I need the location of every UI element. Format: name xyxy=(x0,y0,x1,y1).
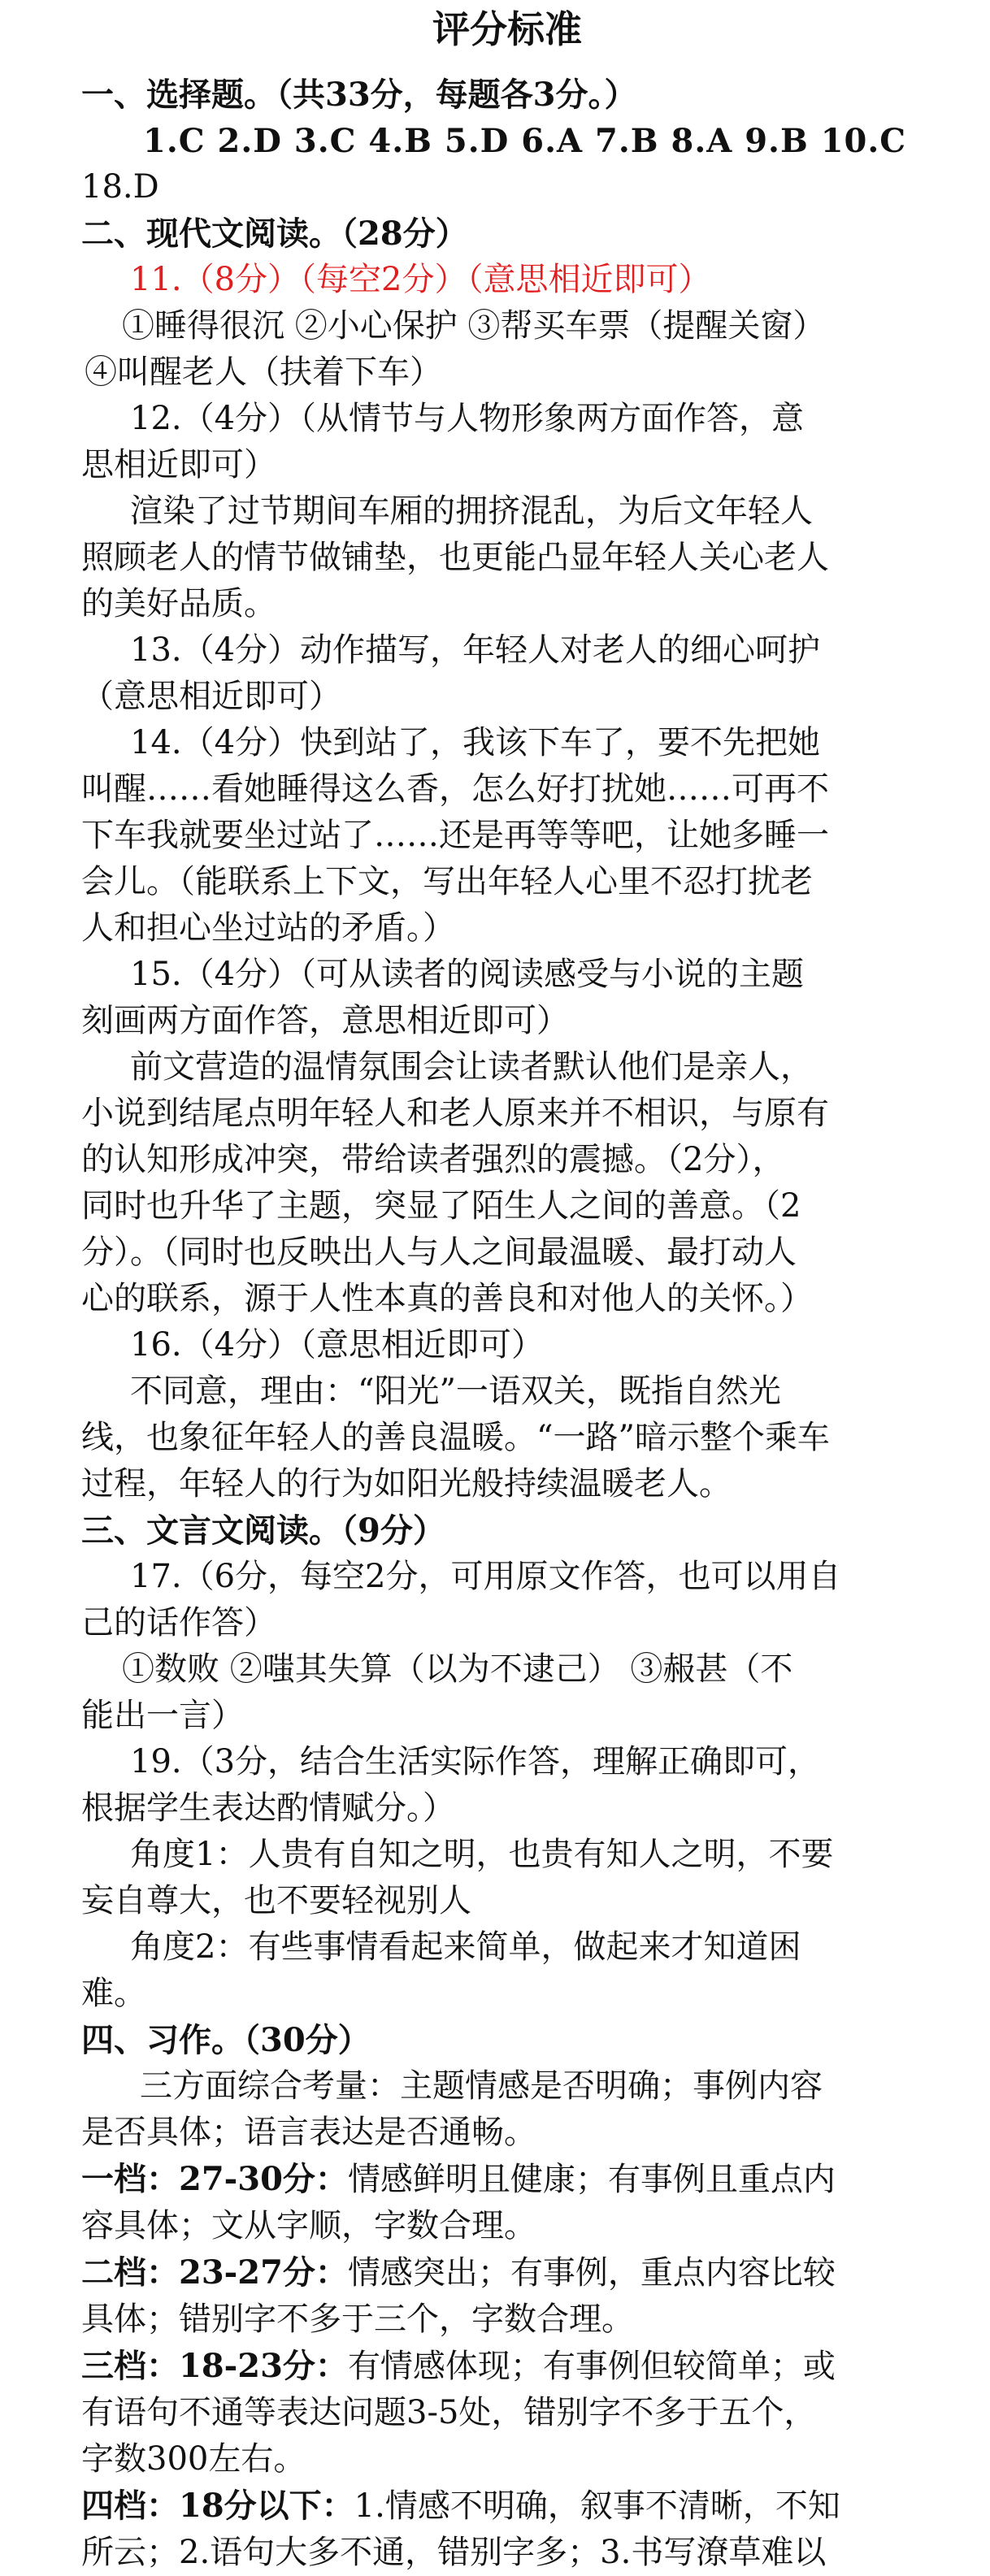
q12-answer-line: 照顾老人的情节做铺垫，也更能凸显年轻人关心老人 xyxy=(81,539,829,576)
q15-answer-line: 同时也升华了主题，突显了陌生人之间的善意。（2 xyxy=(81,1187,801,1225)
q19-answer-line: 妄自尊大，也不要轻视别人 xyxy=(81,1882,471,1919)
choice-answers-cont: 18.D xyxy=(81,168,159,206)
grade-1-line-cont: 容具体；文从字顺，字数合理。 xyxy=(81,2207,536,2244)
q16-answer-line: 过程，年轻人的行为如阳光般持续温暖老人。 xyxy=(81,1465,732,1503)
q11-answer-line: ④叫醒老人（扶着下车） xyxy=(85,353,442,391)
q14-answer-line: 叫醒……看她睡得这么香，怎么好打扰她……可再不 xyxy=(81,770,829,808)
q17-header: 17.（6分，每空2分，可用原文作答，也可以用自 xyxy=(130,1558,841,1595)
grade-3-line xyxy=(81,2343,933,2390)
choice-answers: 1.C 2.D 3.C 4.B 5.D 6.A 7.B 8.A 9.B 10.C xyxy=(143,122,907,160)
q12-answer-line: 渲染了过节期间车厢的拥挤混乱，为后文年轻人 xyxy=(130,492,813,530)
grade-3-label: 三档：18-23分： xyxy=(81,2347,348,2385)
grade-4-line-cont: 所云；2.语句大多不通，错别字多；3.书写潦草难以 xyxy=(81,2534,827,2571)
writing-intro-line: 三方面综合考量：主题情感是否明确；事例内容 xyxy=(140,2067,823,2105)
q11-answer-line: ①睡得很沉 ②小心保护 ③帮买车票（提醒关窗） xyxy=(122,307,826,345)
q17-answer-line: 能出一言） xyxy=(81,1697,244,1734)
q15-answer-line: 前文营造的温情氛围会让读者默认他们是亲人， xyxy=(130,1048,813,1086)
grade-3-line-cont: 字数300左右。 xyxy=(81,2440,306,2478)
grade-4-text: 1.情感不明确，叙事不清晰，不知 xyxy=(354,2487,840,2525)
q13-header: 13.（4分）动作描写，年轻人对老人的细心呵护 xyxy=(130,631,821,669)
grade-1-label: 一档：27-30分： xyxy=(81,2160,348,2198)
q16-answer-line: 线，也象征年轻人的善良温暖。“一路”暗示整个乘车 xyxy=(81,1419,830,1456)
q19-answer-line: 角度1：人贵有自知之明，也贵有知人之明，不要 xyxy=(130,1836,834,1873)
page-title: 评分标准 xyxy=(432,7,582,51)
q19-header-cont: 根据学生表达酌情赋分。） xyxy=(81,1789,455,1827)
q12-header: 12.（4分）（从情节与人物形象两方面作答，意 xyxy=(130,400,805,437)
grade-4-line xyxy=(81,2483,933,2530)
grade-2-text: 情感突出；有事例，重点内容比较 xyxy=(347,2254,836,2292)
q15-header: 15.（4分）（可从读者的阅读感受与小说的主题 xyxy=(130,956,805,993)
grade-1-line xyxy=(81,2156,933,2203)
q15-answer-line: 心的联系，源于人性本真的善良和对他人的关怀。） xyxy=(81,1280,813,1317)
grade-3-text: 有情感体现；有事例但较简单；或 xyxy=(347,2348,836,2385)
section-heading-choice: 一、选择题。（共33分，每题各3分。） xyxy=(81,76,637,114)
q12-header-cont: 思相近即可） xyxy=(81,446,276,484)
grade-2-line xyxy=(81,2249,933,2296)
section-heading-reading: 二、现代文阅读。（28分） xyxy=(81,215,468,253)
q14-answer-line: 人和担心坐过站的矛盾。） xyxy=(81,909,455,947)
q14-answer-line: 下车我就要坐过站了……还是再等等吧，让她多睡一 xyxy=(81,817,829,854)
q15-header-cont: 刻画两方面作答，意思相近即可） xyxy=(81,1002,569,1039)
q16-answer-line: 不同意，理由：“阳光”一语双关，既指自然光 xyxy=(130,1373,781,1410)
q15-answer-line: 的认知形成冲突，带给读者强烈的震撼。（2分）， xyxy=(81,1141,785,1178)
q14-header: 14.（4分）快到站了，我该下车了，要不先把她 xyxy=(130,724,821,761)
q17-answer-line: ①数败 ②嗤其失算（以为不逮己） ③赧甚（不 xyxy=(122,1650,793,1688)
grade-2-line-cont: 具体；错别字不多于三个，字数合理。 xyxy=(81,2301,634,2338)
q12-answer-line: 的美好品质。 xyxy=(81,585,276,622)
q19-answer-line: 角度2：有些事情看起来简单，做起来才知道困 xyxy=(130,1928,801,1966)
grade-4-label: 四档：18分以下： xyxy=(81,2487,354,2525)
section-heading-writing: 四、习作。（30分） xyxy=(81,2021,371,2059)
q16-header: 16.（4分）（意思相近即可） xyxy=(130,1326,545,1364)
q13-header-cont: （意思相近即可） xyxy=(81,678,341,715)
section-heading-classical: 三、文言文阅读。（9分） xyxy=(81,1511,445,1550)
q11-header: 11.（8分）（每空2分）（意思相近即可） xyxy=(130,261,711,298)
q15-answer-line: 分）。（同时也反映出人与人之间最温暖、最打动人 xyxy=(81,1234,797,1271)
q14-answer-line: 会儿。（能联系上下文，写出年轻人心里不忍打扰老 xyxy=(81,863,813,900)
q19-header: 19.（3分，结合生活实际作答，理解正确即可， xyxy=(130,1743,821,1780)
grade-3-line-cont: 有语句不通等表达问题3-5处，错别字不多于五个， xyxy=(81,2394,817,2431)
writing-intro-line: 是否具体；语言表达是否通畅。 xyxy=(81,2114,536,2151)
q19-answer-line: 难。 xyxy=(81,1975,146,2012)
q15-answer-line: 小说到结尾点明年轻人和老人原来并不相识，与原有 xyxy=(81,1095,829,1132)
grade-1-text: 情感鲜明且健康；有事例且重点内 xyxy=(347,2161,836,2198)
q17-header-cont: 己的话作答） xyxy=(81,1604,276,1641)
grade-2-label: 二档：23-27分： xyxy=(81,2253,348,2292)
